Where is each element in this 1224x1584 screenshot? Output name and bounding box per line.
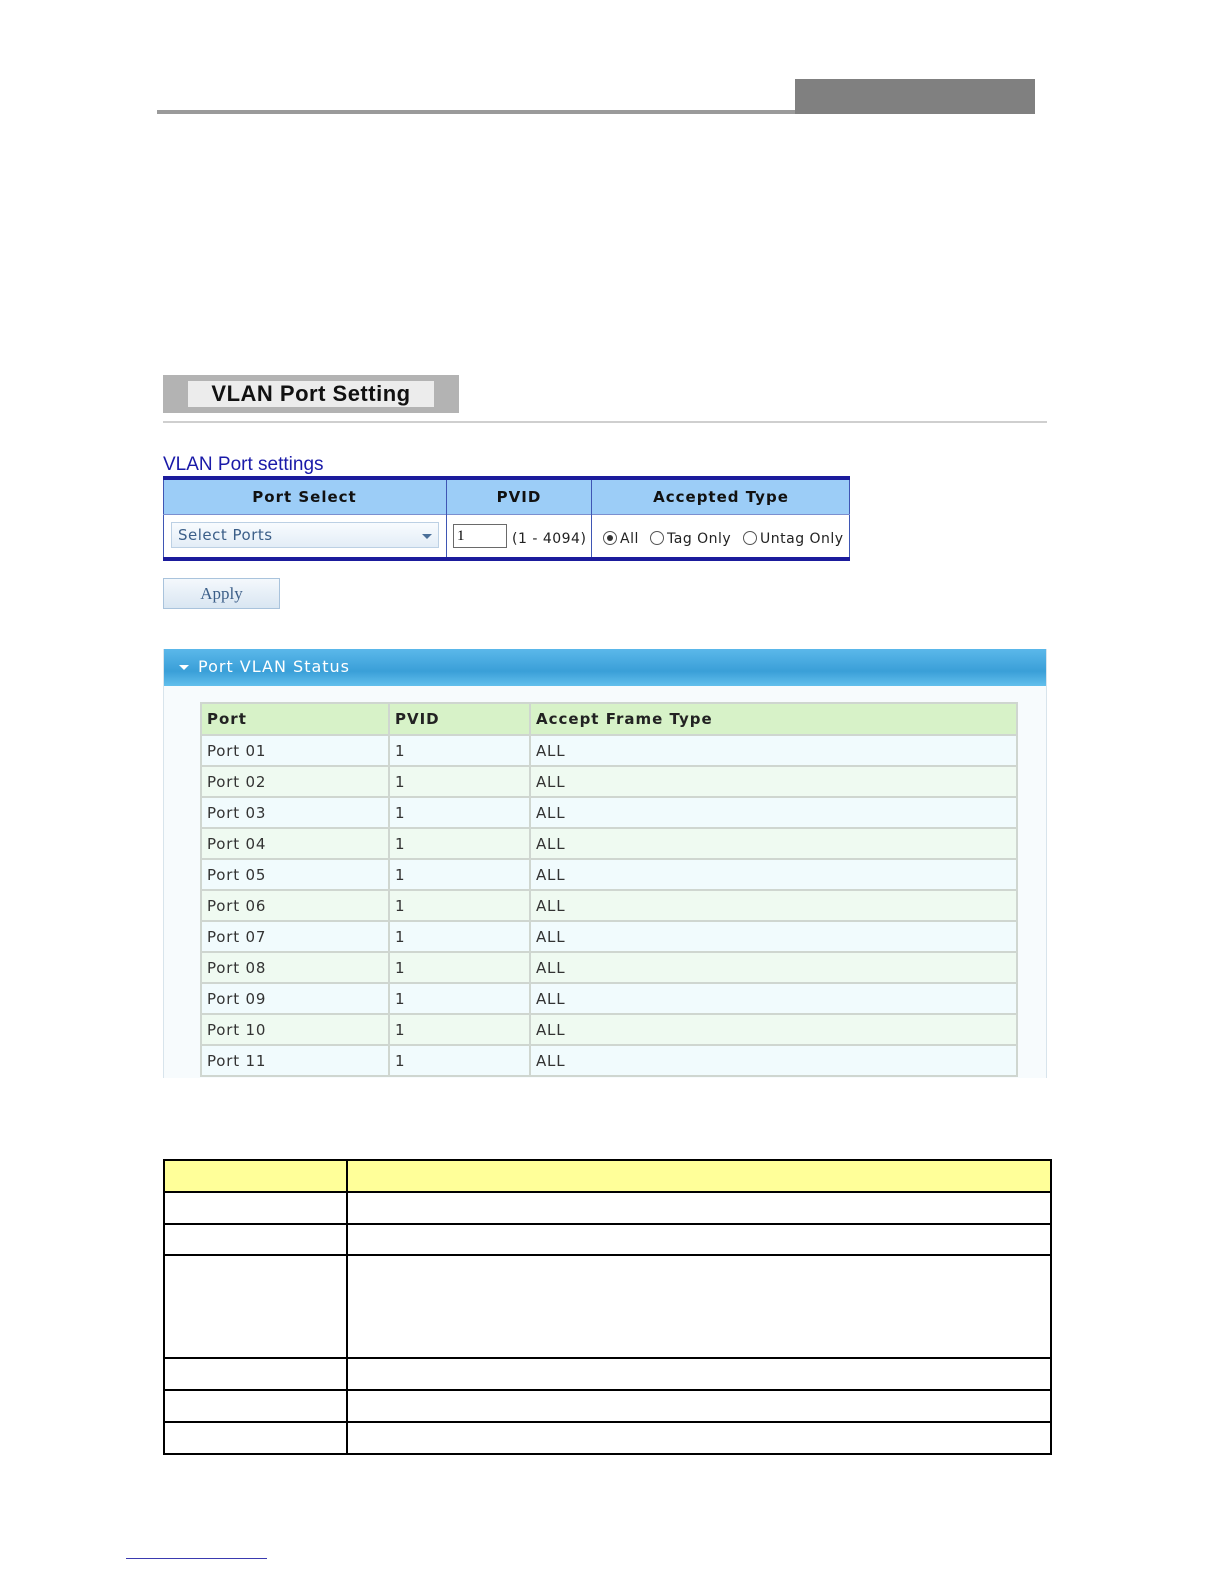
description-cell <box>164 1358 347 1390</box>
description-cell <box>347 1422 1051 1454</box>
description-cell <box>347 1255 1051 1358</box>
description-row <box>164 1422 1051 1454</box>
header-block <box>795 79 1035 114</box>
cell-pvid: 1 <box>389 766 530 797</box>
cell-pvid: 1 <box>389 735 530 766</box>
radio-tag-only[interactable] <box>650 531 664 545</box>
cell-accept-frame-type: ALL <box>530 735 1017 766</box>
description-cell <box>347 1358 1051 1390</box>
table-row <box>201 735 1017 766</box>
vlan-port-form <box>163 476 850 561</box>
table-row <box>201 1014 1017 1045</box>
cell-port: Port 06 <box>201 890 389 921</box>
cell-port: Port 03 <box>201 797 389 828</box>
description-cell <box>164 1390 347 1422</box>
header-port-select: Port Select <box>252 488 357 506</box>
port-select-dropdown[interactable] <box>171 522 439 548</box>
table-row <box>201 766 1017 797</box>
table-row <box>201 859 1017 890</box>
cell-accept-frame-type: ALL <box>530 1045 1017 1076</box>
header-accepted-type: Accepted Type <box>653 488 789 506</box>
cell-accept-frame-type: ALL <box>530 983 1017 1014</box>
chevron-down-icon <box>422 534 432 539</box>
cell-port: Port 01 <box>201 735 389 766</box>
cell-port: Port 11 <box>201 1045 389 1076</box>
port-select-value: Select Ports <box>178 526 273 544</box>
radio-untag-only[interactable] <box>743 531 757 545</box>
cell-port: Port 09 <box>201 983 389 1014</box>
cell-accept-frame-type: ALL <box>530 797 1017 828</box>
description-row <box>164 1358 1051 1390</box>
description-header-row <box>164 1160 1051 1192</box>
description-row <box>164 1224 1051 1255</box>
description-row <box>164 1255 1051 1358</box>
cell-port: Port 08 <box>201 952 389 983</box>
port-vlan-status-table <box>200 702 1018 1077</box>
header-pvid: PVID <box>496 488 542 506</box>
cell-port: Port 04 <box>201 828 389 859</box>
pvid-range-hint: (1 - 4094) <box>512 531 587 547</box>
description-cell <box>347 1192 1051 1224</box>
description-cell <box>164 1422 347 1454</box>
cell-pvid: 1 <box>389 1014 530 1045</box>
description-cell <box>164 1224 347 1255</box>
apply-button[interactable]: Apply <box>163 578 280 609</box>
table-row <box>201 983 1017 1014</box>
section-title: VLAN Port Setting <box>188 381 434 407</box>
cell-pvid: 1 <box>389 859 530 890</box>
cell-pvid: 1 <box>389 797 530 828</box>
description-cell <box>164 1192 347 1224</box>
cell-pvid: 1 <box>389 952 530 983</box>
description-cell <box>164 1160 347 1192</box>
table-header-row <box>201 703 1017 735</box>
description-cell <box>347 1224 1051 1255</box>
section-divider <box>163 421 1047 423</box>
radio-all-label: All <box>620 531 639 547</box>
table-row <box>201 1045 1017 1076</box>
form-header-divider <box>163 514 850 515</box>
footer-link-underline <box>126 1558 267 1559</box>
column-header-accept-frame-type: Accept Frame Type <box>530 703 1017 735</box>
table-row <box>201 828 1017 859</box>
table-row <box>201 921 1017 952</box>
description-cell <box>164 1255 347 1358</box>
description-row <box>164 1390 1051 1422</box>
description-cell <box>347 1390 1051 1422</box>
radio-tag-only-label: Tag Only <box>667 531 732 547</box>
cell-accept-frame-type: ALL <box>530 766 1017 797</box>
column-header-port: Port <box>201 703 389 735</box>
cell-pvid: 1 <box>389 828 530 859</box>
cell-pvid: 1 <box>389 890 530 921</box>
table-row <box>201 952 1017 983</box>
cell-pvid: 1 <box>389 921 530 952</box>
status-panel-title: Port VLAN Status <box>198 657 351 676</box>
table-row <box>201 797 1017 828</box>
cell-accept-frame-type: ALL <box>530 1014 1017 1045</box>
cell-port: Port 10 <box>201 1014 389 1045</box>
pvid-input[interactable] <box>453 524 507 548</box>
cell-port: Port 02 <box>201 766 389 797</box>
description-cell <box>347 1160 1051 1192</box>
column-header-pvid: PVID <box>389 703 530 735</box>
cell-accept-frame-type: ALL <box>530 890 1017 921</box>
cell-port: Port 07 <box>201 921 389 952</box>
header-rule <box>157 110 797 114</box>
form-title: VLAN Port settings <box>163 454 324 475</box>
radio-untag-only-label: Untag Only <box>760 531 844 547</box>
cell-pvid: 1 <box>389 1045 530 1076</box>
cell-accept-frame-type: ALL <box>530 828 1017 859</box>
status-panel-header[interactable] <box>164 649 1046 686</box>
port-vlan-status-panel <box>163 649 1047 1078</box>
collapse-caret-icon[interactable] <box>179 665 189 670</box>
description-table <box>163 1159 1052 1455</box>
description-row <box>164 1192 1051 1224</box>
cell-accept-frame-type: ALL <box>530 859 1017 890</box>
table-row <box>201 890 1017 921</box>
cell-pvid: 1 <box>389 983 530 1014</box>
cell-accept-frame-type: ALL <box>530 952 1017 983</box>
cell-accept-frame-type: ALL <box>530 921 1017 952</box>
cell-port: Port 05 <box>201 859 389 890</box>
radio-all[interactable] <box>603 531 617 545</box>
